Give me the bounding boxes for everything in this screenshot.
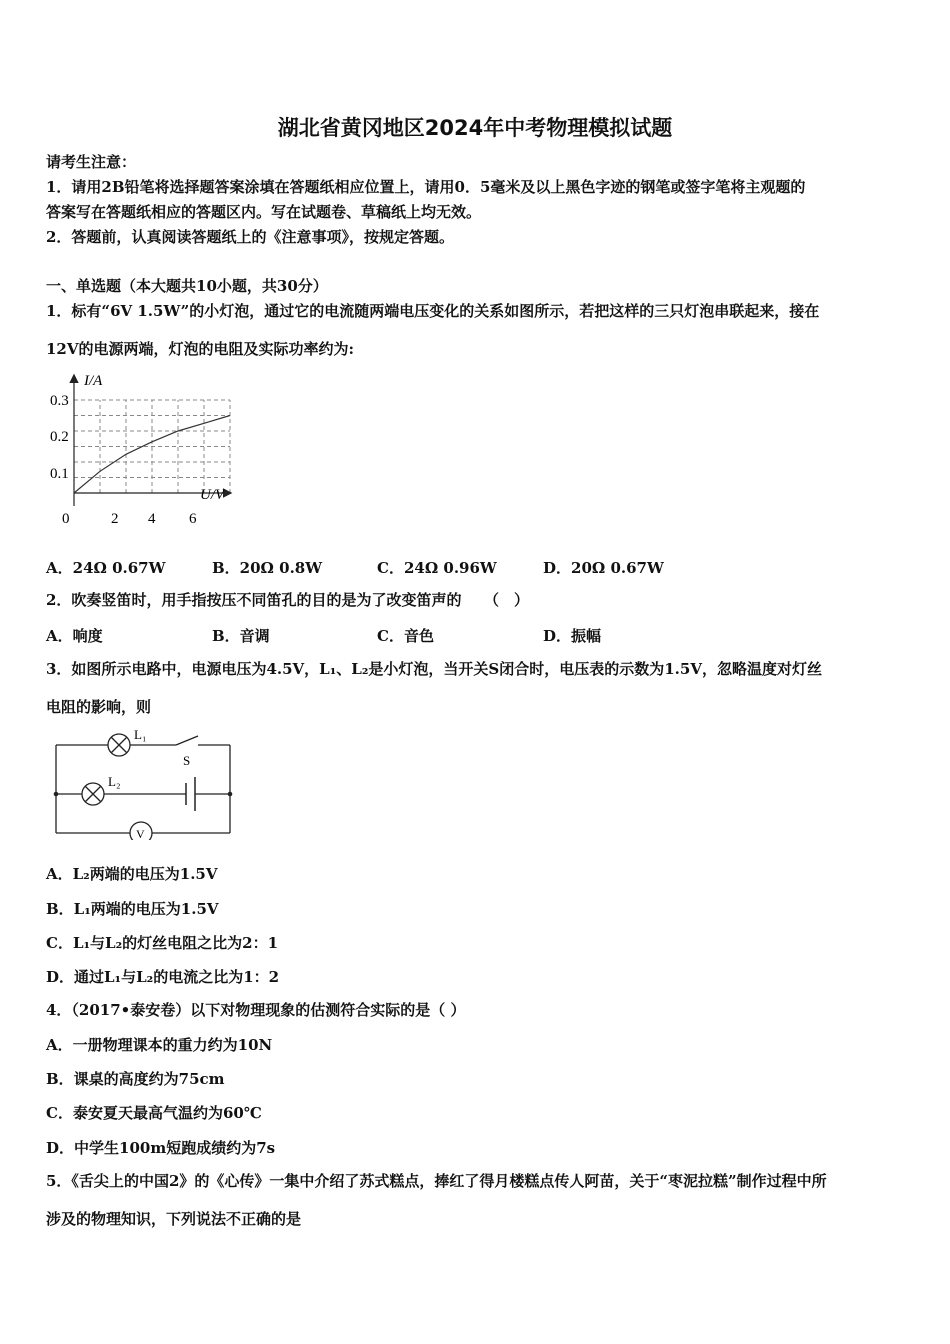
q4-stem: 4．（2017•泰安卷）以下对物理现象的估测符合实际的是（ ） <box>46 1001 466 1019</box>
q2-option-d: D．振幅 <box>543 627 602 645</box>
y-tick-label: 0.3 <box>50 393 69 409</box>
q2-stem: 2．吹奏竖笛时，用手指按压不同笛孔的目的是为了改变笛声的 （ ） <box>46 591 529 609</box>
section-heading: 一、单选题（本大题共10小题，共30分） <box>46 277 328 295</box>
x-tick-label: 0 <box>62 511 70 527</box>
notice-heading: 请考生注意： <box>46 153 137 171</box>
chart-grid <box>74 400 230 493</box>
x-tick-label: 6 <box>189 511 197 527</box>
q2-option-a: A．响度 <box>46 627 103 645</box>
q3-option-b: B．L₁两端的电压为1.5V <box>46 900 219 918</box>
q3-stem-line-2: 电阻的影响，则 <box>46 698 152 716</box>
q4-option-c: C．泰安夏天最高气温约为60℃ <box>46 1104 262 1122</box>
lamp-l2-label: L₂ <box>108 774 121 789</box>
notice-line-2: 答案写在答题纸相应的答题区内。写在试题卷、草稿纸上均无效。 <box>46 203 482 221</box>
y-tick-label: 0.1 <box>50 466 69 482</box>
iu-chart <box>40 368 240 530</box>
q4-option-b: B．课桌的高度约为75cm <box>46 1070 225 1088</box>
voltmeter-label: V <box>136 827 145 840</box>
q3-stem-line-1: 3．如图所示电路中，电源电压为4.5V，L₁、L₂是小灯泡，当开关S闭合时，电压表的示数为1.5V，忽略温度对灯丝 <box>46 660 822 678</box>
switch-blade <box>176 736 198 745</box>
page-title: 湖北省黄冈地区2024年中考物理模拟试题 <box>277 116 673 140</box>
junction-dot <box>54 792 59 797</box>
q1-stem-line-1: 1．标有“6V 1.5W”的小灯泡，通过它的电流随两端电压变化的关系如图所示，若把这样的三只灯泡串联起来，接在 <box>46 302 820 320</box>
x-tick-label: 4 <box>148 511 156 527</box>
lamp-l2-icon <box>82 783 104 805</box>
junction-dot <box>228 792 233 797</box>
q1-option-c: C．24Ω 0.96W <box>377 559 497 577</box>
x-tick-label: 2 <box>111 511 119 527</box>
y-tick-label: 0.2 <box>50 429 69 445</box>
q1-option-d: D．20Ω 0.67W <box>543 559 664 577</box>
q5-stem-line-1: 5．《舌尖上的中国2》的《心传》一集中介绍了苏式糕点，捧红了得月楼糕点传人阿苗，关于“枣泥拉糕”制作过程中所 <box>46 1172 827 1190</box>
circuit-diagram <box>50 725 240 840</box>
x-axis-label: U/V <box>200 487 225 503</box>
notice-line-1: 1．请用2B铅笔将选择题答案涂填在答题纸相应位置上，请用0．5毫米及以上黑色字迹的钢笔或签字笔将主观题的 <box>46 178 806 196</box>
q4-option-a: A．一册物理课本的重力约为10N <box>46 1036 273 1054</box>
q5-stem-line-2: 涉及的物理知识，下列说法不正确的是 <box>46 1210 302 1228</box>
lamp-l1-label: L₁ <box>134 727 147 742</box>
q1-stem-line-2: 12V的电源两端，灯泡的电阻及实际功率约为: <box>46 340 355 358</box>
switch-label: S <box>183 753 191 768</box>
q1-option-b: B．20Ω 0.8W <box>212 559 323 577</box>
q3-option-d: D．通过L₁与L₂的电流之比为1：2 <box>46 968 280 986</box>
q4-option-d: D．中学生100m短跑成绩约为7s <box>46 1139 276 1157</box>
q3-option-a: A．L₂两端的电压为1.5V <box>46 865 218 883</box>
q1-option-a: A．24Ω 0.67W <box>46 559 166 577</box>
q2-option-b: B．音调 <box>212 627 270 645</box>
battery-icon <box>186 777 195 811</box>
q3-option-c: C．L₁与L₂的灯丝电阻之比为2：1 <box>46 934 279 952</box>
q2-option-c: C．音色 <box>377 627 434 645</box>
notice-line-3: 2．答题前，认真阅读答题纸上的《注意事项》，按规定答题。 <box>46 228 454 246</box>
y-axis-label: I/A <box>84 373 103 389</box>
lamp-l1-icon <box>108 734 130 756</box>
